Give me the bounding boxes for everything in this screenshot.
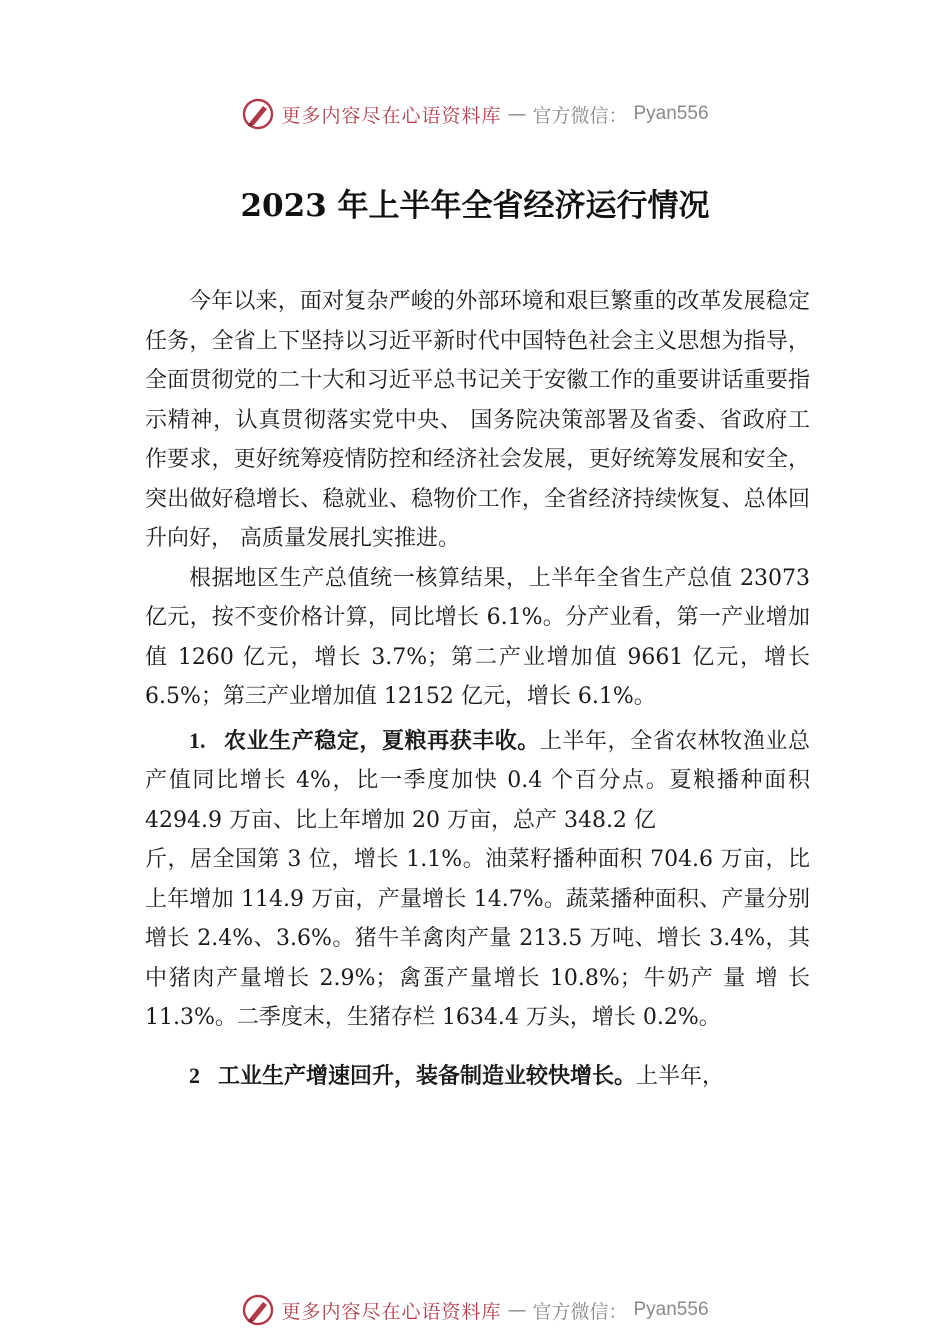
section-heading: 工业生产增速回升，装备制造业较快增长。 bbox=[218, 1063, 637, 1089]
pen-logo-icon bbox=[241, 97, 275, 131]
banner-wechat-id: Pyan556 bbox=[633, 1299, 709, 1320]
header-banner bbox=[0, 94, 950, 134]
document-title: 2023 年上半年全省经济运行情况 bbox=[240, 188, 710, 224]
section-body: 上半年，全省农林牧渔业总产值同比增长 4%，比一季度加快 0.4 个百分点。夏粮播种面积 4294.9 万亩、比上年增加 20 万亩，总产 348.2 亿 bbox=[145, 728, 810, 833]
banner-separator: — bbox=[507, 1299, 527, 1321]
paragraph-intro: 今年以来，面对复杂严峻的外部环境和艰巨繁重的改革发展稳定任务，全省上下坚持以习近平新时代中国特色社会主义思想为指导，全面贯彻党的二十大和习近平总书记关于安徽工作的重要讲话重要指示精神，认真贯彻落实党中央、 国务院决策部署及省委、省政府工作要求，更好统筹疫情防控和经济社会发展，更好统筹发展和安全，突出做好稳增长、稳就业、稳物价工作，全省经济持续恢复、总体回升向好， 高质量发展扎实推进。 bbox=[145, 289, 810, 551]
banner-text: 更多内容尽在心语资料库 bbox=[281, 104, 502, 127]
banner-wechat-id: Pyan556 bbox=[633, 103, 709, 124]
banner-wechat-label: 官方微信： bbox=[532, 104, 628, 127]
section-body: 上半年， bbox=[636, 1063, 725, 1089]
banner-separator: — bbox=[507, 103, 527, 125]
section-number: 1. bbox=[189, 727, 206, 753]
section-agriculture-continued: 斤，居全国第 3 位，增长 1.1%。油菜籽播种面积 704.6 万亩，比上年增加 114.9 万亩，产量增长 14.7%。蔬菜播种面积、产量分别增长 2.4%、3.6%。猪牛羊禽肉产量 213.5 万吨、增长 3.4%，其中猪肉产量增长 2.9%；禽蛋产量增长 10.8%；牛奶产 量 增 长 11.3%。二季度末，生猪存栏 1634.4 万头，增长 0.2%。 bbox=[145, 847, 810, 1030]
document-body bbox=[145, 282, 810, 1096]
section-industry bbox=[145, 1056, 810, 1097]
pen-logo-icon bbox=[241, 1293, 275, 1327]
banner-wechat-label: 官方微信： bbox=[532, 1300, 628, 1323]
section-agriculture bbox=[145, 721, 810, 841]
section-heading: 农业生产稳定，夏粮再获丰收。 bbox=[223, 728, 540, 754]
banner-text: 更多内容尽在心语资料库 bbox=[281, 1300, 502, 1323]
paragraph-gdp: 根据地区生产总值统一核算结果，上半年全省生产总值 23073 亿元，按不变价格计算，同比增长 6.1%。分产业看，第一产业增加值 1260 亿元，增长 3.7%；第二产业增加值 9661 亿元，增长 6.5%；第三产业增加值 12152 亿元，增长 6.1%。 bbox=[145, 565, 810, 709]
footer-banner bbox=[0, 1290, 950, 1330]
section-number: 2 bbox=[189, 1062, 200, 1088]
